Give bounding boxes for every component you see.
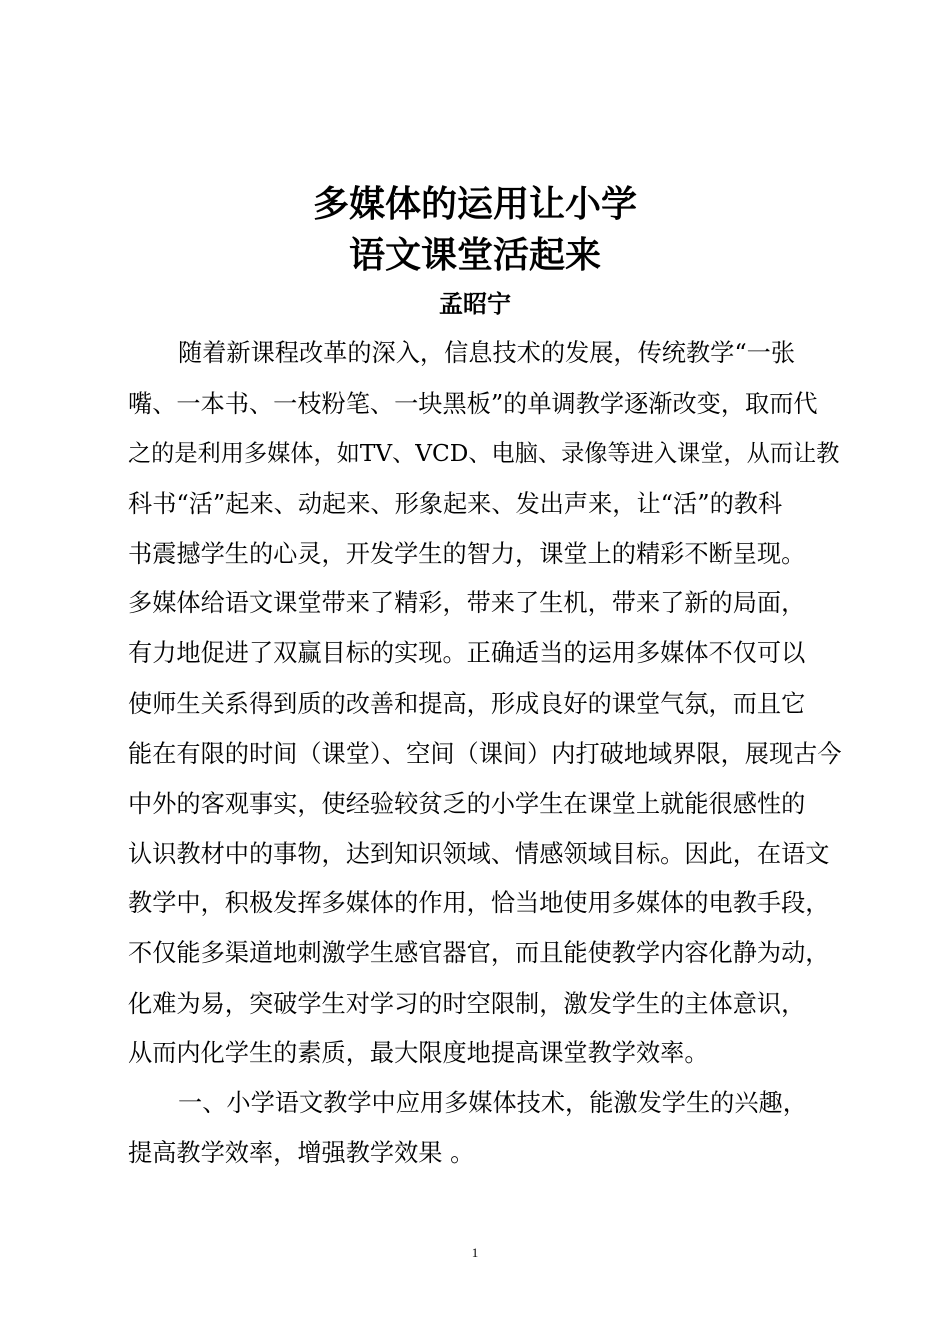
author-name: 孟昭宁 — [439, 290, 511, 318]
paragraph-line: 书震撼学生的心灵，开发学生的智力，课堂上的精彩不断呈现。 — [128, 540, 806, 568]
document-title-line-2: 语文课堂活起来 — [348, 235, 601, 276]
paragraph-line: 多媒体给语文课堂带来了精彩，带来了生机，带来了新的局面， — [128, 589, 806, 617]
paragraph-line: 认识教材中的事物，达到知识领域、情感领域目标。因此，在语文 — [128, 840, 830, 868]
paragraph-line: 使师生关系得到质的改善和提高，形成良好的课堂气氛，而且它 — [128, 690, 806, 718]
paragraph-line: 提高教学效率，增强教学效果 。 — [128, 1139, 475, 1167]
document-title-line-1: 多媒体的运用让小学 — [312, 184, 637, 225]
paragraph-line: 嘴、一本书、一枝粉笔、一块黑板”的单调教学逐渐改变，取而代 — [128, 390, 818, 418]
paragraph-line: 科书“活”起来、动起来、形象起来、发出声来，让“活”的教科 — [128, 490, 783, 518]
paragraph-line: 从而内化学生的素质，最大限度地提高课堂教学效率。 — [128, 1039, 709, 1067]
paragraph-line: 随着新课程改革的深入，信息技术的发展，传统教学“一张 — [178, 339, 796, 367]
paragraph-line: 之的是利用多媒体，如TV、VCD、电脑、录像等进入课堂，从而让教 — [128, 440, 840, 467]
paragraph-line: 能在有限的时间（课堂）、空间（课间）内打破地域界限，展现古今 — [128, 740, 842, 768]
page-number: 1 — [471, 1245, 479, 1260]
paragraph-line: 中外的客观事实，使经验较贫乏的小学生在课堂上就能很感性的 — [128, 790, 806, 818]
paragraph-line: 化难为易，突破学生对学习的时空限制，激发学生的主体意识， — [128, 990, 806, 1018]
paragraph-line: 一、小学语文教学中应用多媒体技术，能激发学生的兴趣， — [178, 1089, 807, 1117]
paragraph-line: 有力地促进了双赢目标的实现。正确适当的运用多媒体不仅可以 — [128, 639, 806, 667]
paragraph-line: 不仅能多渠道地刺激学生感官器官，而且能使教学内容化静为动， — [128, 939, 830, 967]
paragraph-line: 教学中，积极发挥多媒体的作用，恰当地使用多媒体的电教手段， — [128, 889, 830, 917]
